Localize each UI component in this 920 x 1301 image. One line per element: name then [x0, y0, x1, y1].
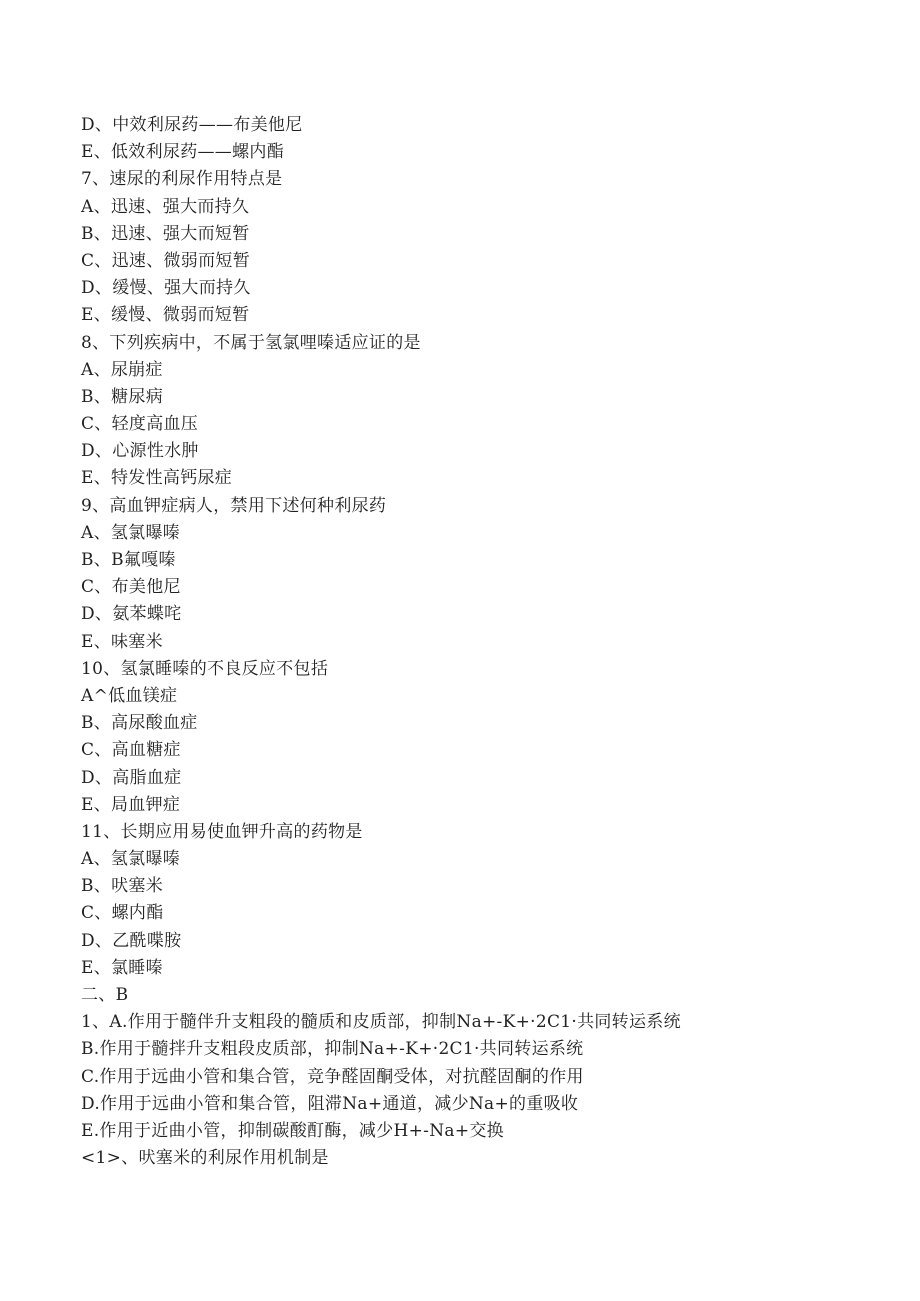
- option-e-text: E、氯睡嗪: [81, 957, 163, 978]
- option-d-text: D、心源性水肿: [81, 441, 199, 462]
- option-c-text: C、轻度高血压: [81, 414, 199, 435]
- option-c-text: C、迅速、微弱而短暂: [81, 250, 251, 271]
- option-a-text: A、氢氯曝嗪: [81, 522, 181, 543]
- b-type-option-a-text: 1、A.作用于髓伴升支粗段的髓质和皮质部，抑制Na+-K+·2C1·共同转运系统: [81, 1012, 681, 1033]
- option-d-text: D、乙酰喋胺: [81, 930, 182, 951]
- option-e-text: E、局血钾症: [81, 794, 181, 815]
- option-d-text: D、氨苯蝶咤: [81, 604, 182, 625]
- option-b-text: B、糖尿病: [81, 386, 163, 407]
- option-b-text: B、B氟嘎嗪: [81, 550, 176, 570]
- option-d-text: D、高脂血症: [81, 767, 182, 788]
- question-8-text: 8、下列疾病中，不属于氢氯哩嗪适应证的是: [81, 332, 421, 353]
- document-body: [81, 112, 861, 1172]
- option-b-text: B、吠塞米: [81, 876, 163, 897]
- b-type-option-c-text: C.作用于远曲小管和集合管，竞争醛固酮受体，对抗醛固酮的作用: [81, 1066, 584, 1087]
- sub-question-1-text: <1>、吠塞米的利尿作用机制是: [81, 1148, 329, 1169]
- b-type-option-e-text: E.作用于近曲小管，抑制碳酸酊酶，减少H+-Na+交换: [81, 1120, 504, 1141]
- question-9-text: 9、高血钾症病人，禁用下述何种利尿药: [81, 495, 387, 516]
- option-a-text: A、迅速、强大而持久: [81, 196, 250, 217]
- option-a-text: A、尿崩症: [81, 359, 163, 380]
- b-type-option-d-text: D.作用于远曲小管和集合管，阻滞Na+通道，减少Na+的重吸收: [81, 1093, 579, 1114]
- option-a-text: A^低血镁症: [81, 685, 178, 706]
- option-c-text: C、布美他尼: [81, 577, 181, 598]
- option-b-text: B、迅速、强大而短暂: [81, 223, 250, 244]
- option-e-text: E、缓慢、微弱而短暂: [81, 305, 250, 326]
- option-d-text: D、缓慢、强大而持久: [81, 278, 251, 299]
- option-b-text: B、高尿酸血症: [81, 713, 198, 734]
- b-type-option-b-text: B.作用于髓拌升支粗段皮质部，抑制Na+-K+·2C1·共同转运系统: [81, 1039, 584, 1060]
- option-e-text: E、低效利尿药——螺内酯: [81, 142, 285, 163]
- option-a-text: A、氢氯曝嗪: [81, 849, 181, 870]
- option-c-text: C、高血糖症: [81, 740, 181, 761]
- question-10-text: 10、氢氯睡嗪的不良反应不包括: [81, 658, 329, 679]
- option-e-text: E、特发性高钙尿症: [81, 468, 233, 489]
- option-e-text: E、味塞米: [81, 631, 163, 652]
- option-c-text: C、螺内酯: [81, 903, 164, 924]
- question-11-text: 11、长期应用易使血钾升高的药物是: [81, 821, 363, 842]
- option-d-text: D、中效利尿药——布美他尼: [81, 115, 303, 135]
- section-heading: 二、B: [81, 985, 129, 1005]
- question-7-text: 7、速尿的利尿作用特点是: [81, 169, 283, 190]
